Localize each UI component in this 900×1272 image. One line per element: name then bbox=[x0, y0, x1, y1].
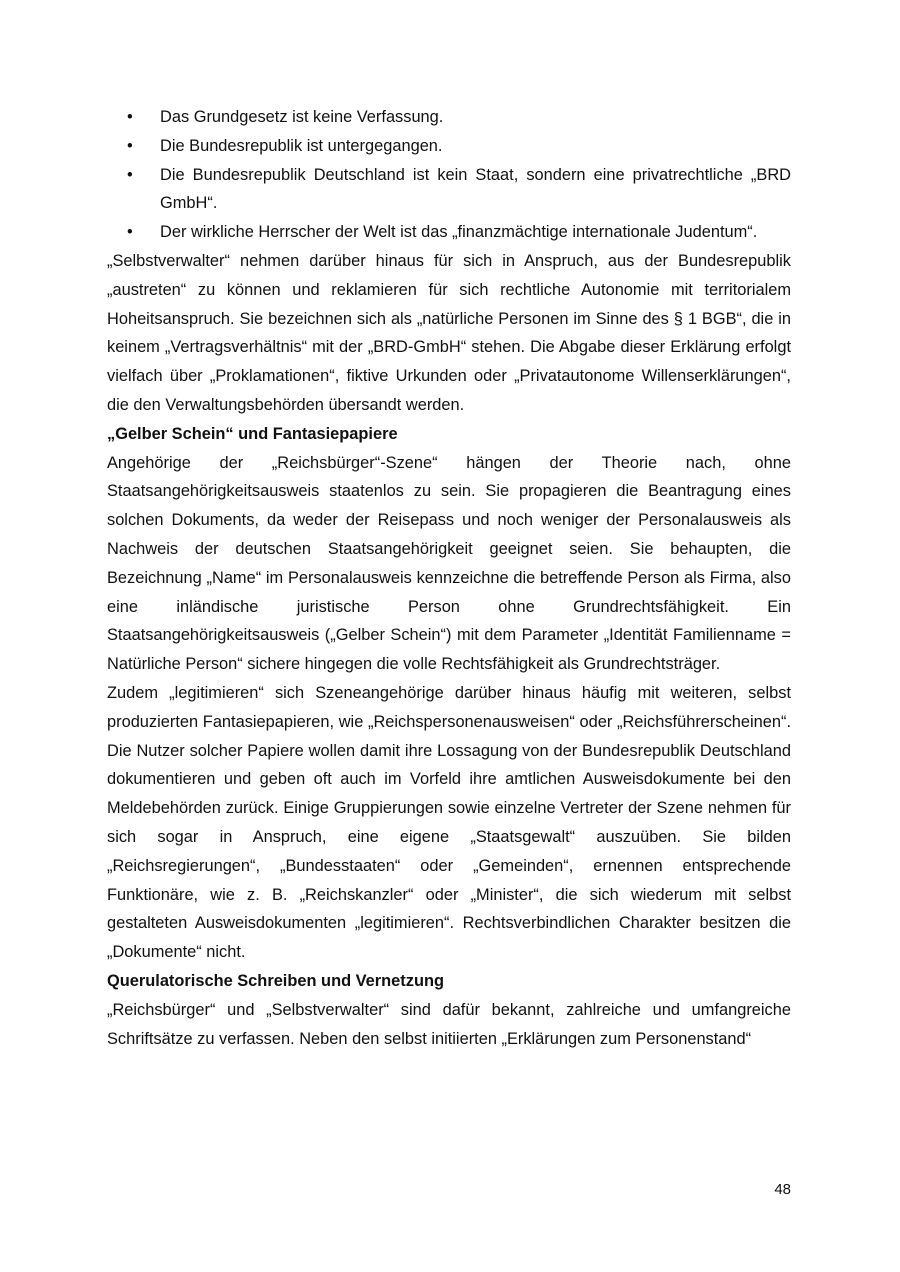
claims-bullet-list bbox=[107, 103, 791, 247]
bullet-icon: • bbox=[127, 165, 133, 184]
bullet-item bbox=[107, 161, 791, 219]
bullet-icon: • bbox=[127, 136, 133, 155]
paragraph-schriftsaetze: „Reichsbürger“ und „Selbstverwalter“ sind dafür bekannt, zahlreiche und umfangreiche Schriftsätze zu verfassen. Neben den selbst initiierten „Erklärungen zum Personenstand“ bbox=[107, 1000, 791, 1048]
section-heading-querulatorische-schreiben: Querulatorische Schreiben und Vernetzung bbox=[107, 971, 444, 990]
bullet-icon: • bbox=[127, 223, 133, 242]
bullet-item bbox=[107, 132, 791, 161]
bullet-icon: • bbox=[127, 108, 133, 126]
bullet-item bbox=[107, 103, 791, 132]
paragraph-selbstverwalter: „Selbstverwalter“ nehmen darüber hinaus für sich in Anspruch, aus der Bundesrepublik „austreten“ zu können und reklamieren für sich rechtliche Autonomie mit territorialem Hoheitsanspruch. Sie bezeichnen sich als „natürliche Personen im Sinne des § 1 BGB“, die in keinem „Vertragsverhältnis“ mit der „BRD-GmbH“ stehen. Die Abgabe dieser Erklärung erfolgt vielfach über „Proklamationen“, fiktive Urkunden oder „Privatautonome Willenserklärungen“, die den Verwaltungsbehörden übersandt werden. bbox=[107, 251, 791, 414]
bullet-text: Die Bundesrepublik Deutschland ist kein Staat, sondern eine privatrechtliche „BRD GmbH“. bbox=[160, 165, 791, 213]
paragraph-fantasiepapiere: Zudem „legitimieren“ sich Szeneangehörige darüber hinaus häufig mit weiteren, selbst produzierten Fantasiepapieren, wie „Reichspersonenausweisen“ oder „Reichsführerscheinen“. Die Nutzer solcher Papiere wollen damit ihre Lossagung von der Bundesrepublik Deutschland dokumentieren und geben oft auch im Vorfeld ihre amtlichen Ausweisdokumente bei den Meldebehörden zurück. Einige Gruppierungen sowie einzelne Vertreter der Szene nehmen für sich sogar in Anspruch, eine eigene „Staatsgewalt“ auszuüben. Sie bilden „Reichsregierungen“, „Bundesstaaten“ oder „Gemeinden“, ernennen entsprechende Funktionäre, wie z. B. „Reichskanzler“ oder „Minister“, die sich wiederum mit selbst gestalteten Ausweisdokumenten „legitimieren“. Rechtsverbindlichen Charakter besitzen die „Dokumente“ nicht. bbox=[107, 683, 791, 962]
bullet-text: Das Grundgesetz ist keine Verfassung. bbox=[160, 108, 444, 126]
paragraph-staatsangehoerigkeit: Angehörige der „Reichsbürger“-Szene“ hängen der Theorie nach, ohne Staatsangehörigkeitsausweis staatenlos zu sein. Sie propagieren die Beantragung eines solchen Dokuments, da weder der Reisepass und noch weniger der Personalausweis als Nachweis der deutschen Staatsangehörigkeit geeignet seien. Sie behaupten, die Bezeichnung „Name“ im Personalausweis kennzeichne die betreffende Person als Firma, also eine inländische juristische Person ohne Grundrechtsfähigkeit. Ein Staatsangehörigkeitsausweis („Gelber Schein“) mit dem Parameter „Identität Familienname = Natürliche Person“ sichere hingegen die volle Rechtsfähigkeit als Grundrechtsträger. bbox=[107, 453, 791, 674]
bullet-item bbox=[107, 218, 791, 247]
bullet-text: Die Bundesrepublik ist untergegangen. bbox=[160, 136, 443, 155]
page-content bbox=[107, 103, 791, 1053]
page-number: 48 bbox=[774, 1181, 791, 1198]
bullet-text: Der wirkliche Herrscher der Welt ist das „finanzmächtige internationale Judentum“. bbox=[160, 223, 758, 242]
section-heading-gelber-schein: „Gelber Schein“ und Fantasiepapiere bbox=[107, 424, 398, 443]
